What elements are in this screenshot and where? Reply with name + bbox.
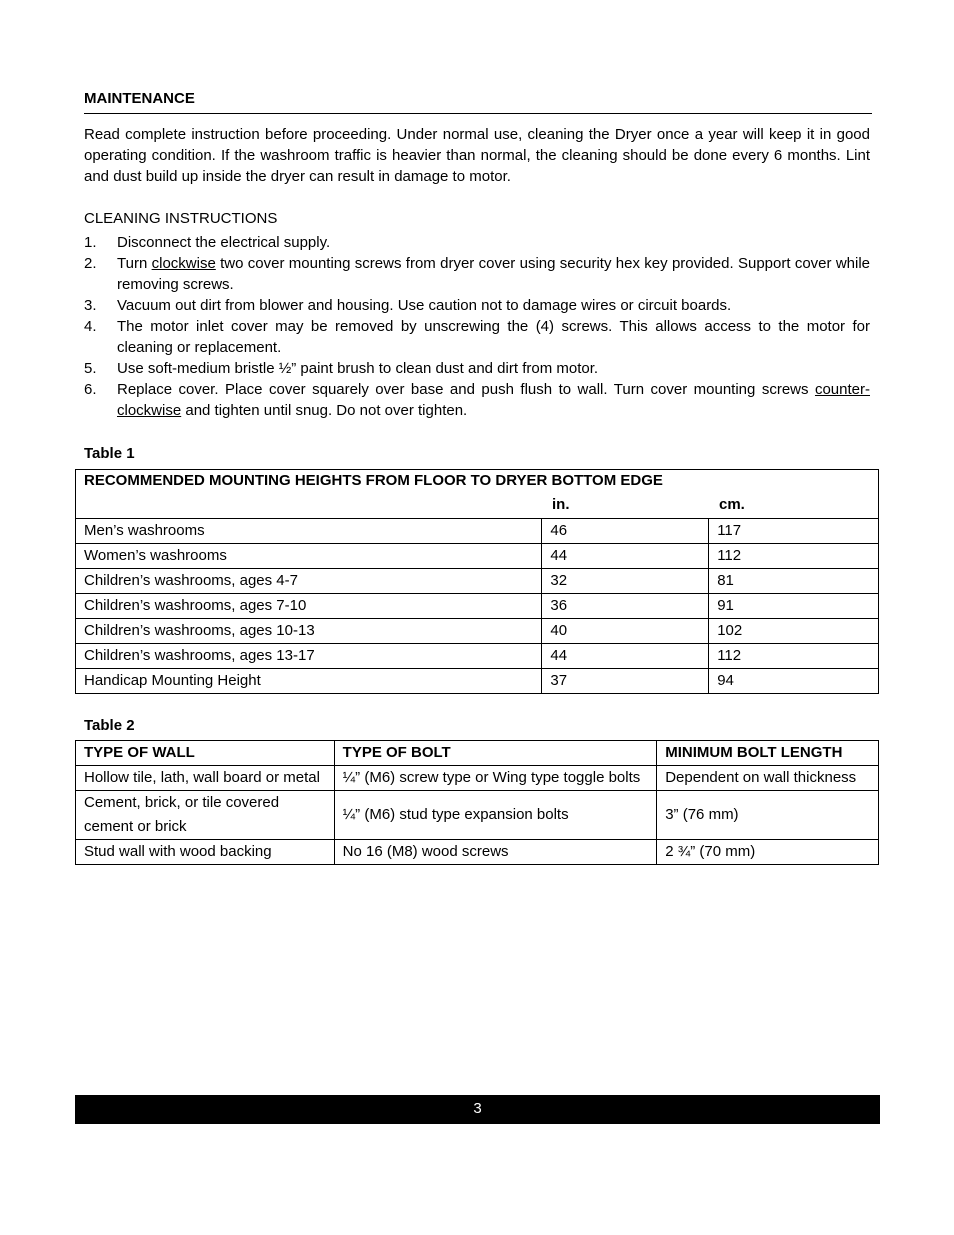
- value-cm: 94: [709, 669, 879, 694]
- step-text-post: two cover mounting screws from dryer cover using security hex key provided. Support cover while removing screws.: [117, 255, 871, 293]
- table-row: [76, 544, 879, 569]
- table1-caption: Table 1: [84, 445, 135, 462]
- step-text: [117, 381, 870, 419]
- row-label: Men’s washrooms: [76, 519, 542, 544]
- step-number: 2.: [84, 255, 97, 272]
- mounting-heights-table: [75, 469, 879, 694]
- row-label: Children’s washrooms, ages 4-7: [76, 569, 542, 594]
- table-header-row: [76, 470, 879, 519]
- row-label: Children’s washrooms, ages 10-13: [76, 619, 542, 644]
- step-text: Use soft-medium bristle ½” paint brush to clean dust and dirt from motor.: [117, 360, 599, 377]
- table2-caption: Table 2: [84, 717, 135, 734]
- value-cm: 117: [709, 519, 879, 544]
- heading-divider: [84, 113, 872, 114]
- step-text-pre: Turn: [117, 255, 152, 272]
- row-label: Children’s washrooms, ages 13-17: [76, 644, 542, 669]
- column-header-cm: cm.: [719, 496, 745, 513]
- value-in: 32: [542, 569, 709, 594]
- value-in: 44: [542, 644, 709, 669]
- table-row: [76, 619, 879, 644]
- list-item: [84, 232, 870, 253]
- table-header-row: [76, 741, 879, 766]
- bolt-length: 3” (76 mm): [657, 791, 879, 840]
- value-in: 37: [542, 669, 709, 694]
- value-in: 36: [542, 594, 709, 619]
- value-cm: 91: [709, 594, 879, 619]
- column-header-bolt: TYPE OF BOLT: [334, 741, 657, 766]
- table-row: [76, 669, 879, 694]
- table-row: [76, 766, 879, 791]
- table-row: [76, 644, 879, 669]
- column-header-in: in.: [552, 496, 570, 513]
- bolt-length: 2 ¾” (70 mm): [657, 840, 879, 865]
- step-text-underlined: clockwise: [151, 255, 216, 272]
- step-text: Disconnect the electrical supply.: [117, 234, 331, 251]
- list-item: [84, 358, 870, 379]
- value-in: 40: [542, 619, 709, 644]
- table-row: [76, 791, 879, 840]
- list-item: [84, 253, 870, 295]
- value-cm: 102: [709, 619, 879, 644]
- list-item: [84, 379, 870, 421]
- intro-paragraph: Read complete instruction before proceeding. Under normal use, cleaning the Dryer once a year will keep it in good operating condition. If the washroom traffic is heavier than normal, the cleaning should be done every 6 months. Lint and dust build up inside the dryer can result in damage to motor.: [84, 126, 870, 185]
- step-text-pre: Replace cover. Place cover squarely over base and push flush to wall. Turn cover mounting screws: [117, 381, 815, 398]
- column-header-wall: TYPE OF WALL: [76, 741, 335, 766]
- row-label: Handicap Mounting Height: [76, 669, 542, 694]
- bolt-length: Dependent on wall thickness: [657, 766, 879, 791]
- table1-title-cell: [76, 470, 879, 519]
- cleaning-steps-list: [84, 232, 870, 421]
- table-row: [76, 594, 879, 619]
- bolt-types-table: [75, 740, 879, 865]
- value-in: 46: [542, 519, 709, 544]
- wall-type: Hollow tile, lath, wall board or metal: [76, 766, 335, 791]
- footer-bar: [75, 1095, 880, 1124]
- step-text: Vacuum out dirt from blower and housing. Use caution not to damage wires or circuit boards.: [117, 297, 732, 314]
- bolt-type: ¼” (M6) stud type expansion bolts: [334, 791, 657, 840]
- list-item: [84, 316, 870, 358]
- value-cm: 81: [709, 569, 879, 594]
- bolt-type: ¼” (M6) screw type or Wing type toggle bolts: [334, 766, 657, 791]
- column-header-length: MINIMUM BOLT LENGTH: [657, 741, 879, 766]
- section-heading: MAINTENANCE: [84, 90, 195, 107]
- step-text-post: and tighten until snug. Do not over tighten.: [181, 402, 468, 419]
- list-item: [84, 295, 870, 316]
- step-text-underlined: counter-clockwise: [117, 381, 870, 419]
- step-text: The motor inlet cover may be removed by unscrewing the (4) screws. This allows access to the motor for cleaning or replacement.: [117, 318, 870, 356]
- value-cm: 112: [709, 644, 879, 669]
- step-number: 4.: [84, 318, 97, 335]
- wall-type: Stud wall with wood backing: [76, 840, 335, 865]
- wall-type: Cement, brick, or tile covered cement or brick: [76, 791, 335, 840]
- row-label: Children’s washrooms, ages 7-10: [76, 594, 542, 619]
- table1-title: RECOMMENDED MOUNTING HEIGHTS FROM FLOOR TO DRYER BOTTOM EDGE: [84, 472, 663, 489]
- step-number: 1.: [84, 234, 97, 251]
- row-label: Women’s washrooms: [76, 544, 542, 569]
- step-number: 6.: [84, 381, 97, 398]
- step-number: 5.: [84, 360, 97, 377]
- table-row: [76, 519, 879, 544]
- step-number: 3.: [84, 297, 97, 314]
- table-row: [76, 840, 879, 865]
- table-row: [76, 569, 879, 594]
- step-text: [117, 255, 870, 293]
- page-number: 3: [473, 1100, 482, 1117]
- cleaning-instructions-title: CLEANING INSTRUCTIONS: [84, 210, 278, 227]
- bolt-type: No 16 (M8) wood screws: [334, 840, 657, 865]
- value-in: 44: [542, 544, 709, 569]
- value-cm: 112: [709, 544, 879, 569]
